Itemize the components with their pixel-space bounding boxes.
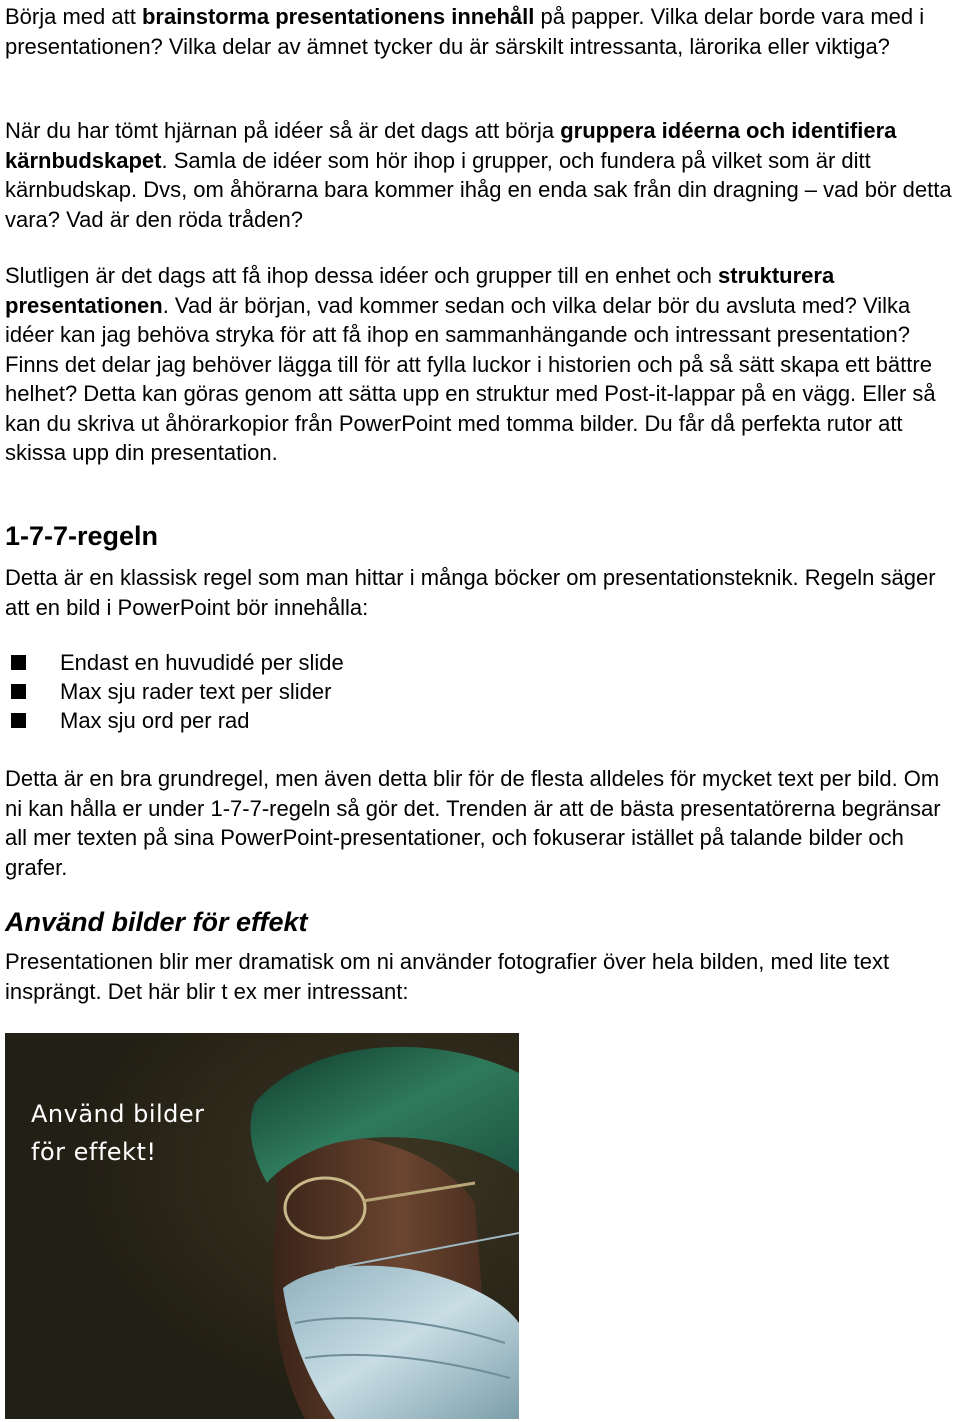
text-run: . Vad är början, vad kommer sedan och vilka delar bör du avsluta med? Vilka idéer kan jag behöva stryka för att få ihop en sammanhängande och intressant presentation? Finns det delar jag behöver lägga till för att fylla luckor i historien och på så sätt skapa ett bättre helhet? Detta kan göras genom att sätta upp en struktur med Post-it-lappar på en vägg. Eller så kan du skriva ut åhörarkopior från PowerPoint med tomma bilder. Du får då perfekta rutor att skissa upp din presentation.: [5, 292, 936, 465]
list-item-text: Max sju rader text per slider: [60, 679, 332, 704]
slide-caption: Använd bilder för effekt!: [31, 1100, 205, 1166]
surgeon-photo-illustration: [5, 1033, 519, 1419]
text-run: på papper. Vilka delar borde vara med i presentationen? Vilka delar av ämnet tycker du är särskilt intressanta, lärorika eller viktiga?: [5, 4, 925, 59]
bold-run: gruppera idéerna och identifiera kärnbudskapet: [5, 118, 897, 173]
list-item: [5, 706, 344, 735]
heading-1-7-7-rule: 1-7-7-regeln: [5, 521, 159, 551]
list-item-text: Max sju ord per rad: [60, 708, 250, 733]
paragraph-rule-outro: Detta är en bra grundregel, men även detta blir för de flesta alldeles för mycket text per bild. Om ni kan hålla er under 1-7-7-regeln så gör det. Trenden är att de bästa presentatörerna begränsar all mer texten på sina PowerPoint-presentationer, och fokuserar istället på talande bilder och grafer.: [5, 766, 941, 880]
paragraph-pictures-intro: Presentationen blir mer dramatisk om ni använder fotografier över hela bilden, med lite text insprängt. Det här blir t ex mer intressant:: [5, 949, 890, 1004]
square-bullet-icon: [11, 713, 26, 728]
paragraph-rule-intro: Detta är en klassisk regel som man hittar i många böcker om presentationsteknik. Regeln säger att en bild i PowerPoint bör innehålla:: [5, 565, 936, 620]
paragraph-group-ideas: [5, 116, 957, 234]
paragraph-brainstorm: [5, 2, 957, 61]
rule-bullet-list: [5, 648, 344, 735]
list-item-text: Endast en huvudidé per slide: [60, 650, 344, 675]
list-item: [5, 648, 344, 677]
bold-run: brainstorma presentationens innehåll: [141, 4, 535, 29]
square-bullet-icon: [11, 684, 26, 699]
text-run: Börja med att: [5, 4, 142, 29]
paragraph-structure: [5, 261, 957, 468]
text-run: Slutligen är det dags att få ihop dessa idéer och grupper till en enhet och: [5, 263, 719, 288]
text-run: . Samla de idéer som hör ihop i grupper, och fundera på vilket som är ditt kärnbudskap. Dvs, om åhörarna bara kommer ihåg en enda sak från din dragning – vad bör detta vara? Vad är den röda tråden?: [5, 147, 952, 232]
text-run: När du har tömt hjärnan på idéer så är det dags att börja: [5, 118, 561, 143]
bold-run: strukturera presentationen: [5, 263, 835, 318]
heading-use-pictures: Använd bilder för effekt: [5, 907, 308, 937]
square-bullet-icon: [11, 655, 26, 670]
example-slide-image: [5, 1033, 519, 1419]
list-item: [5, 677, 344, 706]
